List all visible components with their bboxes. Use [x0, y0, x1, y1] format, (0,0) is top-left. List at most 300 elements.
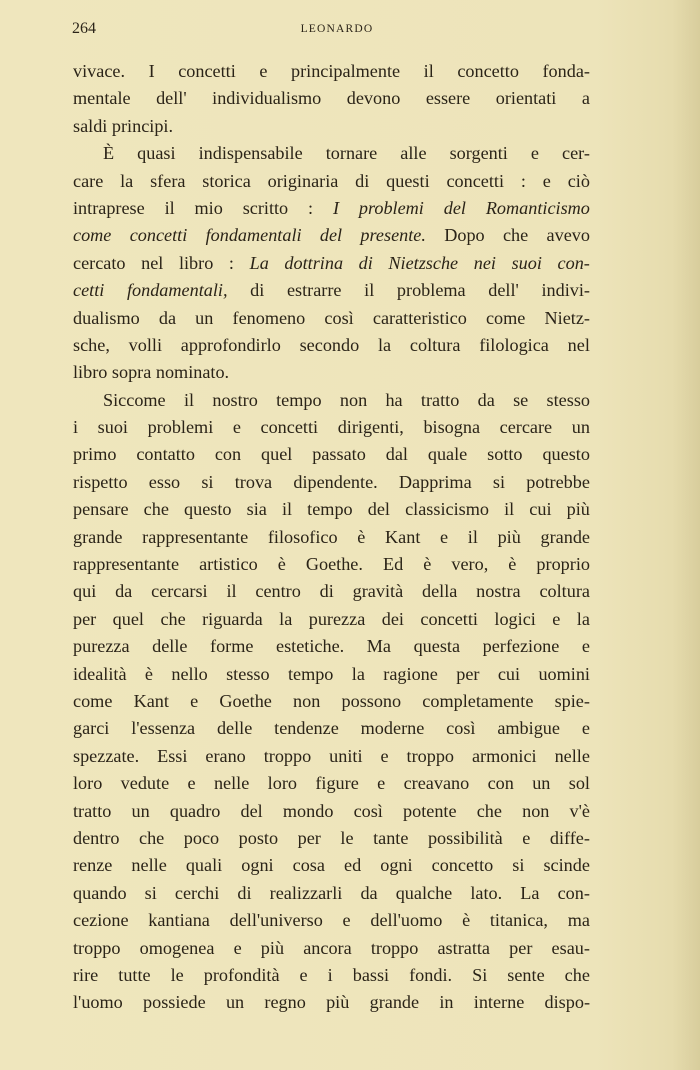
word: diffe- [549, 827, 590, 848]
word: tratto [420, 389, 460, 410]
word: come [73, 690, 113, 711]
text-line [73, 880, 590, 907]
word: vedute [120, 773, 170, 794]
word: più [497, 526, 521, 547]
word: Kant [385, 526, 421, 547]
word: dirigenti, [337, 417, 404, 438]
text-line [73, 496, 590, 523]
italic-word: di [358, 252, 373, 273]
text-line [73, 140, 590, 167]
word: filosofico [267, 526, 338, 547]
word: quadro [169, 800, 221, 821]
italic-word: del [319, 225, 343, 246]
word: tempo [307, 499, 353, 520]
italic-word: come [73, 225, 112, 246]
word: figure [315, 773, 359, 794]
word: cer- [562, 143, 590, 164]
word: : [520, 170, 526, 191]
word: posto [238, 827, 279, 848]
word: fenomeno [232, 307, 306, 328]
word: rappresentante [142, 526, 249, 547]
word: le [170, 964, 184, 985]
word: trova [234, 471, 273, 492]
text-line [73, 743, 590, 770]
text-line [73, 277, 590, 304]
word: i [327, 964, 333, 985]
word: stesso [546, 389, 590, 410]
word: più [326, 992, 350, 1013]
word: è [144, 663, 153, 684]
word: Dopo [444, 225, 485, 246]
word: cosa [292, 855, 325, 876]
word: secondo [299, 334, 360, 355]
word: nominato. [155, 362, 230, 383]
word: e [581, 636, 590, 657]
word: e [233, 937, 242, 958]
word: il [226, 581, 237, 602]
word: e [232, 417, 241, 438]
italic-word: dottrina [284, 252, 344, 273]
word: dell' [488, 280, 519, 301]
word: sfera [150, 170, 186, 191]
word: concetto [431, 855, 494, 876]
word: qui [73, 581, 97, 602]
word: i [73, 417, 79, 438]
word: suoi [97, 417, 128, 438]
word: dispo- [544, 992, 590, 1013]
word: armonici [471, 745, 537, 766]
word: ambigue [497, 718, 560, 739]
text-line [73, 715, 590, 742]
word: ogni [380, 855, 413, 876]
word: completamente [422, 690, 534, 711]
word: dei [381, 608, 404, 629]
word: possono [341, 690, 402, 711]
word: il [423, 61, 434, 81]
word: Kant [133, 690, 169, 711]
word: Goethe [219, 690, 272, 711]
word: che [476, 800, 502, 821]
word: tante [373, 827, 409, 848]
word: cui [497, 663, 521, 684]
word: passato [312, 444, 366, 465]
word: poco [183, 827, 220, 848]
word: omogenea [139, 937, 215, 958]
word: mentale [73, 88, 131, 109]
word: bassi [352, 964, 390, 985]
word: concetti [260, 417, 319, 438]
word: è [357, 526, 366, 547]
word: così [353, 800, 383, 821]
word: da [477, 389, 495, 410]
word: dualismo [73, 307, 140, 328]
word: logici [494, 608, 536, 629]
word: Ed [382, 554, 404, 575]
word: ha [385, 389, 403, 410]
word: non [522, 800, 550, 821]
word: che [160, 608, 186, 629]
word: quando [73, 882, 127, 903]
word: qualche [395, 882, 453, 903]
word: Si [472, 964, 488, 985]
word: indivi- [541, 280, 590, 301]
word: nelle [213, 773, 250, 794]
word: di [355, 170, 370, 191]
word: non [293, 690, 321, 711]
text-line [73, 825, 590, 852]
word: stesso [226, 663, 270, 684]
word: è [423, 554, 432, 575]
word: purezza [73, 636, 130, 657]
word: il [364, 280, 375, 301]
text-line [73, 85, 590, 112]
word: e [190, 690, 199, 711]
word: nelle [554, 745, 590, 766]
text-line [73, 113, 590, 140]
word: spie- [554, 690, 590, 711]
text-line [73, 414, 590, 441]
text-line [73, 359, 590, 386]
text-line [73, 551, 590, 578]
word: problema [396, 280, 466, 301]
word: un [571, 417, 590, 438]
italic-word: problemi [358, 197, 424, 218]
word: Nietz- [544, 307, 590, 328]
word: libro [178, 252, 214, 273]
word: troppo [263, 745, 312, 766]
text-line [73, 935, 590, 962]
word: come [485, 307, 526, 328]
word: di [250, 280, 265, 301]
word: problemi [147, 417, 214, 438]
word: cui [529, 499, 552, 520]
italic-word: con- [557, 252, 590, 273]
word: titanica, [489, 910, 548, 931]
word: il [504, 499, 515, 520]
text-line [73, 441, 590, 468]
text-line [73, 989, 590, 1016]
word: della [421, 581, 458, 602]
word: Essi [157, 745, 188, 766]
word: e [552, 608, 561, 629]
text-line [73, 852, 590, 879]
word: devono [346, 88, 401, 109]
word: del [240, 800, 263, 821]
text-line [73, 578, 590, 605]
word: più [260, 937, 285, 958]
word: nel [141, 252, 164, 273]
word: kantiana [148, 910, 210, 931]
word: estrarre [286, 280, 342, 301]
word: così [324, 307, 354, 328]
word: v'è [569, 800, 590, 821]
text-line [73, 58, 590, 85]
text-line [73, 770, 590, 797]
word: : [228, 252, 234, 273]
word: È [103, 143, 115, 164]
word: questo [184, 499, 232, 520]
word: sorgenti [449, 143, 508, 164]
word: proprio [536, 554, 590, 575]
word: vivace. [73, 61, 126, 81]
word: rappresentante [73, 554, 180, 575]
text-line [73, 222, 590, 249]
word: non [339, 389, 368, 410]
word: le [340, 827, 354, 848]
word: uomini [538, 663, 590, 684]
word: cercato [73, 252, 126, 273]
text-line [73, 606, 590, 633]
italic-word: presente. [360, 225, 426, 246]
word: principi. [111, 115, 174, 136]
word: quel [261, 444, 293, 465]
word: tempo [287, 663, 334, 684]
text-line [73, 907, 590, 934]
word: approfondirlo [180, 334, 281, 355]
word: concetti [420, 608, 478, 629]
word: cezione [73, 910, 129, 931]
word: il [183, 389, 195, 410]
italic-word: La [249, 252, 269, 273]
word: e [542, 170, 551, 191]
word: contatto [136, 444, 195, 465]
word: l'essenza [131, 718, 196, 739]
word: concetto [457, 61, 519, 81]
word: così [446, 718, 476, 739]
word: si [201, 471, 214, 492]
italic-word: fondamentali [205, 225, 302, 246]
word: e [259, 61, 268, 81]
word: sche, [73, 334, 110, 355]
word: in [439, 992, 454, 1013]
word: con- [557, 882, 590, 903]
word: tratto [73, 800, 112, 821]
word: quasi [137, 143, 176, 164]
word: il [281, 499, 293, 520]
word: troppo [73, 937, 121, 958]
word: sotto [487, 444, 523, 465]
word: un [532, 773, 551, 794]
word: per [73, 608, 97, 629]
word: è [462, 910, 471, 931]
word: e [581, 718, 590, 739]
word: tutte [118, 964, 151, 985]
word: garci [73, 718, 110, 739]
word: saldi [73, 115, 108, 136]
page-number: 264 [72, 20, 96, 37]
word: rispetto [73, 471, 128, 492]
word: ed [344, 855, 362, 876]
word: l'uomo [73, 992, 123, 1013]
text-line [73, 798, 590, 825]
word: quel [112, 608, 144, 629]
word: grande [73, 526, 123, 547]
word: cercare [499, 417, 553, 438]
word: pensare [73, 499, 129, 520]
word: la [377, 334, 392, 355]
word: lato. [470, 882, 503, 903]
word: è [277, 554, 286, 575]
word: primo [73, 444, 117, 465]
word: se [513, 389, 529, 410]
word: il [467, 526, 478, 547]
word: potrebbe [526, 471, 590, 492]
word: con [487, 773, 514, 794]
italic-word: Romanticismo [485, 197, 590, 218]
word: Siccome [103, 389, 166, 410]
word: con [214, 444, 242, 465]
word: il [164, 197, 175, 218]
word: avevo [546, 225, 590, 246]
word: che [502, 225, 529, 246]
word: concetti [446, 170, 505, 191]
word: individualismo [212, 88, 322, 109]
italic-word: nei [473, 252, 496, 273]
word: per [509, 937, 533, 958]
word: e [522, 827, 531, 848]
word: riguarda [202, 608, 263, 629]
word: originaria [267, 170, 339, 191]
word: fondi. [409, 964, 453, 985]
word: da [360, 882, 378, 903]
word: la [576, 608, 590, 629]
word: ma [567, 910, 590, 931]
word: la [351, 663, 365, 684]
text-line [73, 195, 590, 222]
word: dell'uomo [370, 910, 443, 931]
running-title: LEONARDO [300, 23, 374, 35]
running-head [72, 20, 602, 44]
body-text [73, 58, 590, 1017]
word: un [195, 307, 214, 328]
text-line [73, 524, 590, 551]
word: mio [194, 197, 223, 218]
word: tornare [325, 143, 378, 164]
word: coltura [539, 581, 590, 602]
word: si [492, 471, 506, 492]
word: scritto [242, 197, 289, 218]
word: renze [73, 855, 113, 876]
word: artistico [199, 554, 258, 575]
italic-word: suoi [511, 252, 542, 273]
text-line [73, 250, 590, 277]
word: dentro [73, 827, 120, 848]
word: quali [185, 855, 223, 876]
word: filologica [479, 334, 549, 355]
word: per [297, 827, 321, 848]
text-line [73, 469, 590, 496]
word: troppo [406, 745, 455, 766]
word: dal [385, 444, 408, 465]
word: astratta [437, 937, 490, 958]
word: vero, [451, 554, 489, 575]
word: storica [202, 170, 251, 191]
word: profondità [203, 964, 280, 985]
word: mondo [282, 800, 334, 821]
word: di [319, 581, 334, 602]
word: dipendente. [293, 471, 378, 492]
word: grande [540, 526, 590, 547]
italic-word: del [443, 197, 466, 218]
text-line [73, 633, 590, 660]
word: che [139, 827, 165, 848]
word: possiede [143, 992, 206, 1013]
word: possibilità [427, 827, 503, 848]
word: idealità [73, 663, 127, 684]
word: esso [148, 471, 181, 492]
word: erano [205, 745, 246, 766]
text-line [73, 688, 590, 715]
word: indispensabile [198, 143, 303, 164]
word: del [367, 499, 390, 520]
word: intraprese [73, 197, 145, 218]
word: si [512, 855, 525, 876]
word: che [564, 964, 590, 985]
text-line [73, 661, 590, 688]
word: nello [171, 663, 208, 684]
word: la [120, 170, 134, 191]
word: estetiche. [276, 636, 345, 657]
word: I [148, 61, 155, 81]
word: fonda- [542, 61, 590, 81]
word: questi [386, 170, 430, 191]
word: nostra [476, 581, 521, 602]
word: da [158, 307, 177, 328]
word: gravità [352, 581, 404, 602]
word: tempo [276, 389, 322, 410]
word: uniti [329, 745, 363, 766]
word: principalmente [290, 61, 401, 81]
word: di [237, 882, 252, 903]
word: a [581, 88, 590, 109]
word: Goethe. [305, 554, 363, 575]
word: essere [425, 88, 471, 109]
word: ciò [567, 170, 590, 191]
word: orientati [495, 88, 557, 109]
word: interne [473, 992, 525, 1013]
word: ogni [241, 855, 274, 876]
word: sente [507, 964, 545, 985]
word: libro [73, 362, 108, 383]
word: classicismo [405, 499, 489, 520]
word: sopra [111, 362, 152, 383]
word: ancora [303, 937, 352, 958]
word: La [520, 882, 540, 903]
word: creavano [403, 773, 470, 794]
word: dell'universo [229, 910, 323, 931]
word: e [380, 745, 389, 766]
word: un [131, 800, 150, 821]
word: Dapprima [398, 471, 472, 492]
word: esau- [551, 937, 590, 958]
word: e [342, 910, 351, 931]
word: troppo [370, 937, 419, 958]
word: scinde [543, 855, 590, 876]
word: questo [542, 444, 590, 465]
word: Ma [366, 636, 392, 657]
word: regno [264, 992, 306, 1013]
text-line [73, 332, 590, 359]
word: dell' [156, 88, 187, 109]
word: sia [246, 499, 267, 520]
word: forme [210, 636, 254, 657]
word: : [308, 197, 314, 218]
text-line [73, 962, 590, 989]
word: per [456, 663, 480, 684]
text-line [73, 387, 590, 414]
word: concetti [178, 61, 236, 81]
word: da [115, 581, 133, 602]
